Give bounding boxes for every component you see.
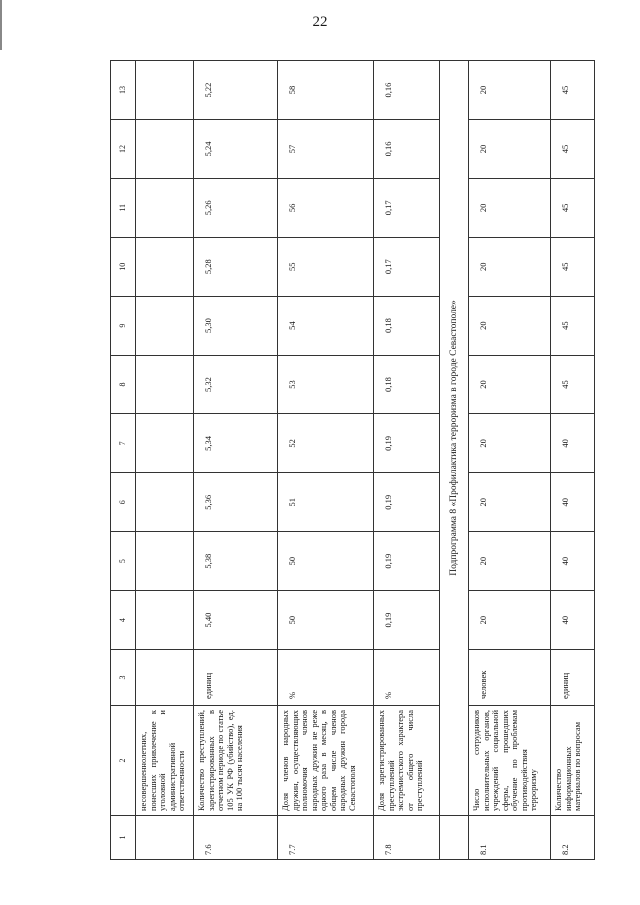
value-cell: 54	[278, 296, 374, 355]
value-cell: 20	[469, 61, 551, 120]
value-cell: 5,36	[194, 473, 278, 532]
table-row	[374, 61, 440, 860]
value-cell: 5,22	[194, 61, 278, 120]
value-cell: 20	[469, 355, 551, 414]
unit-cell	[136, 650, 194, 706]
value-cell: 56	[278, 178, 374, 237]
value-cell: 20	[469, 591, 551, 650]
row-number: 7.6	[194, 816, 278, 860]
row-number: 7.8	[374, 816, 440, 860]
margin-mark	[0, 0, 2, 50]
value-cell: 20	[469, 119, 551, 178]
header-cell: 12	[111, 119, 136, 178]
header-cell: 4	[111, 591, 136, 650]
table-row	[278, 61, 374, 860]
value-cell	[136, 119, 194, 178]
value-cell: 50	[278, 591, 374, 650]
unit-cell: единиц	[194, 650, 278, 706]
header-cell: 2	[111, 706, 136, 816]
header-cell: 11	[111, 178, 136, 237]
value-cell: 45	[551, 119, 595, 178]
table-row	[469, 61, 551, 860]
empty-cell	[440, 816, 469, 860]
value-cell: 5,32	[194, 355, 278, 414]
value-cell: 45	[551, 178, 595, 237]
value-cell: 0,19	[374, 473, 440, 532]
subprogram-row	[440, 61, 469, 860]
value-cell: 52	[278, 414, 374, 473]
unit-cell: единиц	[551, 650, 595, 706]
header-cell: 6	[111, 473, 136, 532]
header-row	[111, 61, 136, 860]
value-cell: 40	[551, 591, 595, 650]
value-cell	[136, 532, 194, 591]
header-cell: 10	[111, 237, 136, 296]
value-cell: 0,18	[374, 355, 440, 414]
value-cell: 20	[469, 296, 551, 355]
value-cell: 51	[278, 473, 374, 532]
page-number: 22	[312, 14, 328, 30]
row-number	[136, 816, 194, 860]
row-number: 7.7	[278, 816, 374, 860]
header-cell: 5	[111, 532, 136, 591]
value-cell: 45	[551, 61, 595, 120]
value-cell	[136, 296, 194, 355]
value-cell	[136, 237, 194, 296]
value-cell: 0,18	[374, 296, 440, 355]
table-row	[551, 61, 595, 860]
row-number: 8.1	[469, 816, 551, 860]
value-cell	[136, 178, 194, 237]
value-cell: 5,40	[194, 591, 278, 650]
value-cell: 5,24	[194, 119, 278, 178]
header-cell: 3	[111, 650, 136, 706]
value-cell: 53	[278, 355, 374, 414]
value-cell: 0,17	[374, 237, 440, 296]
indicator-name: Количество преступлений, зарегистрированных в отчетном периоде по статье 105 УК РФ (убийство), ед. на 100 тысяч населения	[194, 706, 278, 816]
header-cell: 9	[111, 296, 136, 355]
value-cell: 20	[469, 532, 551, 591]
value-cell: 57	[278, 119, 374, 178]
value-cell: 5,38	[194, 532, 278, 591]
value-cell	[136, 473, 194, 532]
indicator-name: Доля зарегистрированных преступлений экстремистского характера от общего числа преступлений	[374, 706, 440, 816]
header-cell: 7	[111, 414, 136, 473]
value-cell: 0,19	[374, 414, 440, 473]
indicator-name: Число сотрудников исполнительных органов, учреждений социальной сферы, прошедших обучение по проблемам противодействия терроризму	[469, 706, 551, 816]
value-cell: 20	[469, 237, 551, 296]
header-cell: 13	[111, 61, 136, 120]
unit-cell: %	[278, 650, 374, 706]
value-cell: 40	[551, 532, 595, 591]
value-cell: 45	[551, 296, 595, 355]
value-cell: 5,34	[194, 414, 278, 473]
subprogram-title: Подпрограмма 8 «Профилактика терроризма в городе Севастополе»	[440, 61, 469, 816]
value-cell: 50	[278, 532, 374, 591]
value-cell: 20	[469, 178, 551, 237]
row-number: 8.2	[551, 816, 595, 860]
header-cell: 1	[111, 816, 136, 860]
value-cell: 0,17	[374, 178, 440, 237]
value-cell: 40	[551, 414, 595, 473]
indicator-name: Доля членов народных дружин, осуществляющих полномочия членов народных дружин не реже одного раза в месяц, в общем числе членов народных дружин города Севастополя	[278, 706, 374, 816]
header-cell: 8	[111, 355, 136, 414]
value-cell: 0,19	[374, 532, 440, 591]
table-row	[136, 61, 194, 860]
value-cell	[136, 61, 194, 120]
value-cell: 5,30	[194, 296, 278, 355]
indicators-table	[110, 60, 595, 860]
unit-cell: %	[374, 650, 440, 706]
value-cell: 20	[469, 414, 551, 473]
value-cell: 5,28	[194, 237, 278, 296]
value-cell	[136, 591, 194, 650]
unit-cell: человек	[469, 650, 551, 706]
value-cell: 0,16	[374, 61, 440, 120]
value-cell: 40	[551, 473, 595, 532]
indicator-name: Количество информационных материалов по вопросам	[551, 706, 595, 816]
value-cell: 0,16	[374, 119, 440, 178]
value-cell: 55	[278, 237, 374, 296]
value-cell: 45	[551, 355, 595, 414]
table-row	[194, 61, 278, 860]
value-cell: 20	[469, 473, 551, 532]
rotated-table-container	[110, 60, 586, 860]
value-cell: 58	[278, 61, 374, 120]
value-cell	[136, 414, 194, 473]
value-cell	[136, 355, 194, 414]
value-cell: 0,19	[374, 591, 440, 650]
value-cell: 5,26	[194, 178, 278, 237]
value-cell: 45	[551, 237, 595, 296]
indicator-name: несовершеннолетних, понесших привлечение к уголовной и административной ответственности	[136, 706, 194, 816]
